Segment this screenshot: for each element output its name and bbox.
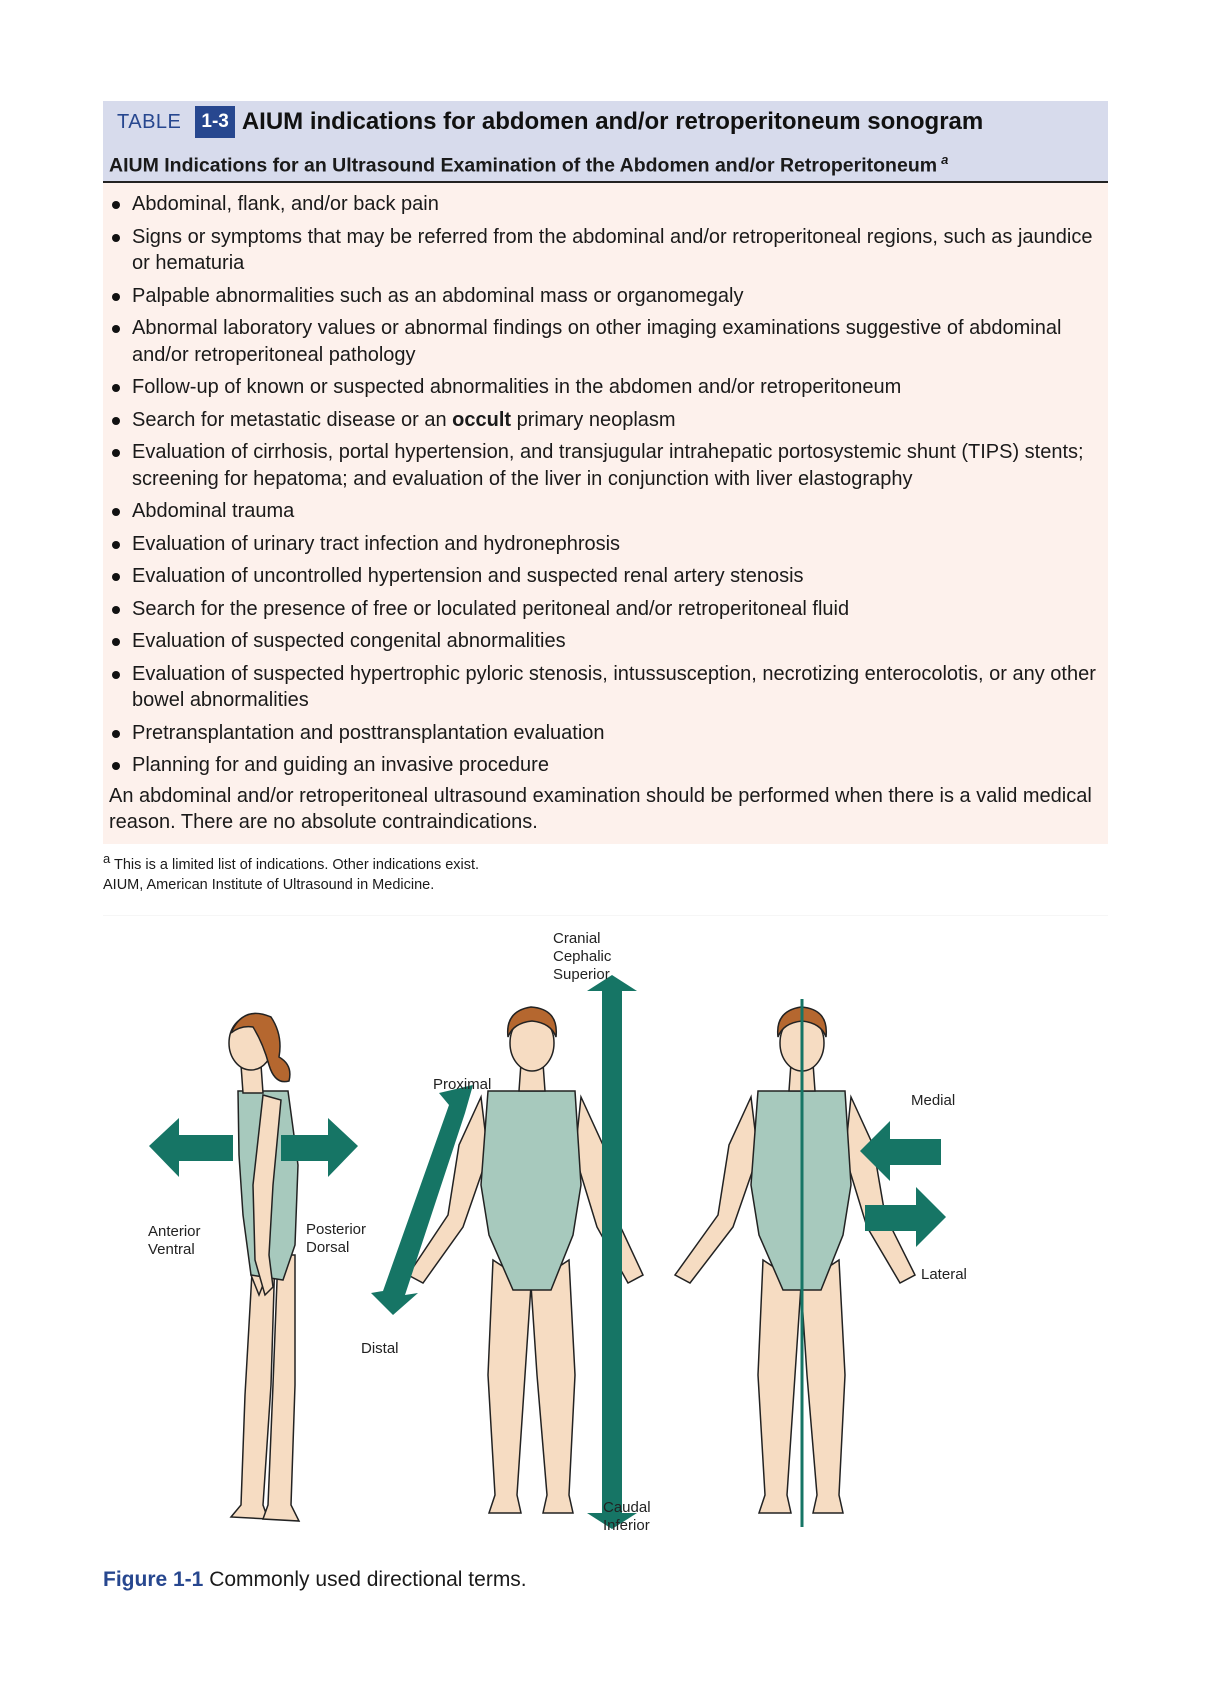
- table-header: [103, 101, 1108, 143]
- list-item: Abdominal, flank, and/or back pain: [109, 191, 1102, 218]
- label-medial: Medial: [911, 1092, 956, 1109]
- label-inferior: Inferior: [603, 1517, 650, 1534]
- subheading-note-mark: a: [941, 152, 949, 167]
- label-caudal: Caudal: [603, 1499, 651, 1516]
- midline-figure: [675, 1007, 915, 1513]
- table-body: [103, 183, 1108, 844]
- label-cephalic: Cephalic: [553, 948, 612, 965]
- footnote-mark: a: [103, 851, 111, 866]
- figure-label: Figure 1-1: [103, 1568, 204, 1591]
- item-text-before: Search for metastatic disease or an: [132, 408, 453, 431]
- list-item: Search for the presence of free or loculated peritoneal and/or retroperitoneal fluid: [109, 596, 1102, 623]
- list-item: Palpable abnormalities such as an abdominal mass or organomegaly: [109, 283, 1102, 310]
- list-item: Evaluation of uncontrolled hypertension and suspected renal artery stenosis: [109, 563, 1102, 590]
- figure-caption-text: Commonly used directional terms.: [203, 1568, 527, 1591]
- label-dorsal: Dorsal: [306, 1239, 350, 1256]
- list-item: Follow-up of known or suspected abnormalities in the abdomen and/or retroperitoneum: [109, 374, 1102, 401]
- footnote-abbrev: AIUM, American Institute of Ultrasound in Medicine.: [103, 877, 435, 893]
- anterior-arrow: [149, 1118, 233, 1177]
- label-superior: Superior: [553, 966, 610, 983]
- item-text-bold: occult: [452, 408, 512, 431]
- list-item: Evaluation of suspected hypertrophic pyloric stenosis, intussusception, necrotizing enterocolotis, or any other bowel abnormalities: [109, 661, 1102, 714]
- label-anterior: Anterior: [148, 1223, 201, 1240]
- label-distal: Distal: [361, 1340, 399, 1357]
- list-item: [109, 407, 1102, 434]
- subheading-text: AIUM Indications for an Ultrasound Examination of the Abdomen and/or Retroperitoneum: [109, 154, 938, 177]
- table-number: 1-3: [195, 106, 234, 138]
- directional-terms-figure: [103, 915, 1108, 1555]
- table-tag: TABLE: [117, 110, 182, 133]
- label-ventral: Ventral: [148, 1241, 195, 1258]
- list-item: Abnormal laboratory values or abnormal findings on other imaging examinations suggestive of abdominal and/or retroperitoneal pathology: [109, 315, 1102, 368]
- table-title: AIUM indications for abdomen and/or retroperitoneum sonogram: [241, 108, 984, 135]
- table-closing-text: An abdominal and/or retroperitoneal ultrasound examination should be performed when there is a valid medical reason. There are no absolute contraindications.: [109, 784, 1092, 833]
- footnote-text: This is a limited list of indications. Other indications exist.: [110, 856, 480, 873]
- label-proximal: Proximal: [433, 1076, 492, 1093]
- list-item: Evaluation of urinary tract infection and hydronephrosis: [109, 531, 1102, 558]
- footnote-a: [103, 851, 479, 873]
- label-cranial: Cranial: [553, 930, 601, 947]
- side-view-figure: [229, 1013, 299, 1521]
- list-item: Signs or symptoms that may be referred from the abdominal and/or retroperitoneal regions, such as jaundice or hematuria: [109, 224, 1102, 277]
- figure-caption: [103, 1568, 527, 1592]
- indications-list: [109, 191, 1102, 779]
- table-subheading: [103, 143, 1108, 183]
- indications-table: [103, 101, 1108, 844]
- list-item: Pretransplantation and posttransplantation evaluation: [109, 720, 1102, 747]
- label-posterior: Posterior: [306, 1221, 367, 1238]
- list-item: Planning for and guiding an invasive procedure: [109, 752, 1102, 779]
- list-item: Abdominal trauma: [109, 498, 1102, 525]
- item-text-after: primary neoplasm: [511, 408, 676, 431]
- list-item: Evaluation of cirrhosis, portal hypertension, and transjugular intrahepatic portosystemic shunt (TIPS) stents; screening for hepatoma; and evaluation of the liver in conjunction with liver elastography: [109, 439, 1102, 492]
- list-item: Evaluation of suspected congenital abnormalities: [109, 628, 1102, 655]
- label-lateral: Lateral: [921, 1266, 967, 1283]
